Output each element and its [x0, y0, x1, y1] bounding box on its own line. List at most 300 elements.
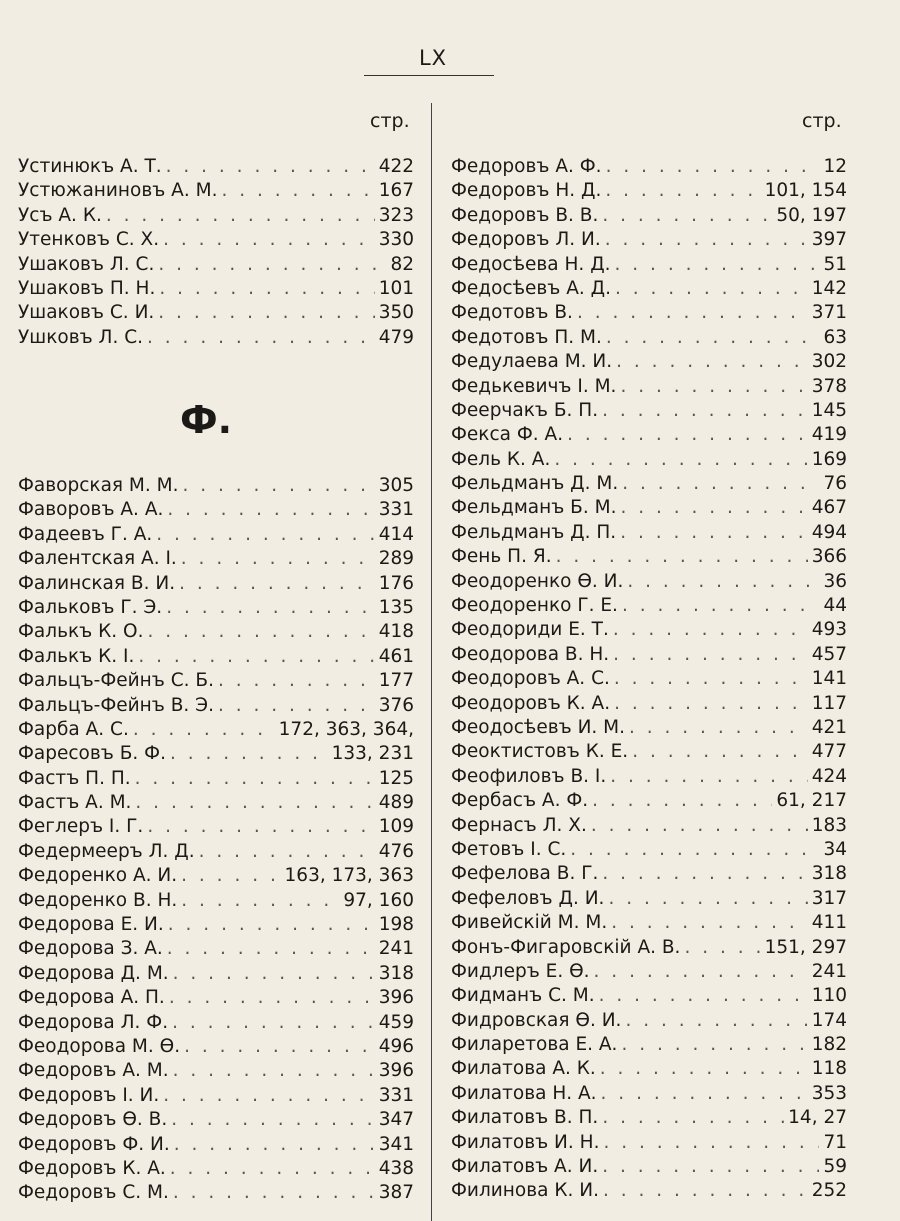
entry-name: Фербасъ А. Ф.: [451, 790, 589, 812]
entry-name: Феодориди Е. Т.: [451, 619, 609, 641]
leader-dots: [147, 326, 375, 350]
index-entry: [451, 911, 847, 935]
leader-dots: [684, 936, 760, 960]
entry-pages: 34: [823, 838, 847, 860]
entry-name: Федоровъ А. Ф.: [451, 156, 602, 177]
entry-name: Фастъ А. М.: [18, 792, 132, 814]
entry-pages: 396: [378, 1060, 414, 1082]
entry-pages: 151, 297: [764, 936, 847, 958]
entry-pages: 174: [811, 1009, 847, 1031]
leader-dots: [167, 498, 374, 522]
entry-name: Фаресовъ Б. Ф.: [18, 743, 166, 765]
leader-dots: [622, 472, 819, 496]
entry-name: Фивейскiй М. М.: [451, 912, 608, 934]
leader-dots: [594, 960, 808, 984]
entry-name: Федорова А. П.: [18, 987, 165, 1009]
leader-dots: [602, 399, 808, 423]
entry-name: Федоровъ В. В.: [451, 204, 599, 226]
entry-name: Устинюкъ А. Т.: [18, 156, 162, 177]
index-entry: [451, 350, 847, 374]
index-entry: [451, 179, 847, 203]
entry-name: Феодосѣевъ И. М.: [451, 716, 626, 738]
entry-pages: 323: [378, 204, 414, 226]
entry-name: Фельдманъ Д. М.: [451, 473, 619, 495]
leader-dots: [599, 984, 808, 1008]
entry-name: Федоровъ К. А.: [18, 1157, 166, 1179]
entry-pages: 51: [823, 253, 847, 275]
leader-dots: [158, 301, 374, 325]
right-column-header: стр.: [802, 110, 842, 132]
index-entry: [18, 962, 414, 986]
entry-name: Фалинская В. И.: [18, 572, 176, 594]
entry-name: Федоровъ I. И.: [18, 1084, 160, 1106]
leader-dots: [603, 1131, 819, 1155]
leader-dots: [173, 1059, 375, 1083]
index-entry: [451, 1082, 847, 1106]
index-entry: [18, 1084, 414, 1108]
entry-pages: 397: [811, 229, 847, 251]
leader-dots: [613, 618, 808, 642]
entry-pages: 496: [378, 1035, 414, 1057]
entry-name: Филинова К. И.: [451, 1180, 599, 1202]
entry-pages: 198: [378, 914, 414, 936]
entry-pages: 82: [390, 253, 414, 275]
index-entry: [451, 618, 847, 642]
entry-name: Феоктистовъ К. Е.: [451, 741, 629, 763]
entry-name: Фень П. Я.: [451, 546, 552, 568]
index-entry: [451, 984, 847, 1008]
leader-dots: [622, 594, 820, 618]
leader-dots: [608, 887, 807, 911]
entry-pages: 177: [378, 670, 414, 692]
index-entry: [451, 204, 847, 228]
leader-dots: [629, 716, 808, 740]
index-entry: [451, 253, 847, 277]
entry-pages: 252: [811, 1180, 847, 1202]
leader-dots: [135, 791, 374, 815]
leader-dots: [221, 179, 374, 203]
leader-dots: [567, 423, 808, 447]
index-entry: [18, 645, 414, 669]
index-entry: [18, 694, 414, 718]
entry-pages: 44: [823, 595, 847, 617]
leader-dots: [181, 547, 375, 571]
entry-name: Федосѣева Н. Д.: [451, 253, 611, 275]
index-entry: [18, 1108, 414, 1132]
entry-pages: 331: [378, 1084, 414, 1106]
index-entry: [451, 716, 847, 740]
leader-dots: [163, 1084, 374, 1108]
entry-pages: 477: [811, 741, 847, 763]
entry-name: Фарба А. С.: [18, 718, 129, 740]
entry-pages: 110: [811, 985, 847, 1007]
index-entry: [451, 399, 847, 423]
leader-dots: [605, 228, 808, 252]
index-entry: [18, 204, 414, 228]
entry-name: Фетовъ I. С.: [451, 838, 567, 860]
entry-pages: 141: [811, 668, 847, 690]
left-column-header: стр.: [370, 110, 410, 132]
leader-dots: [603, 1179, 808, 1203]
index-entry: [451, 521, 847, 545]
entry-name: Фекса Ф. А.: [451, 424, 564, 446]
entry-name: Федоровъ Л. И.: [451, 229, 601, 251]
leader-dots: [611, 911, 807, 935]
leader-dots: [169, 986, 375, 1010]
index-entry: [18, 474, 414, 498]
index-entry: [451, 789, 847, 813]
leader-dots: [592, 789, 772, 813]
entry-name: Ушковъ Л. С.: [18, 326, 144, 348]
leader-dots: [602, 204, 772, 228]
entry-pages: 142: [811, 277, 847, 299]
entry-name: Фаворовъ А. А.: [18, 499, 164, 521]
entry-pages: 183: [811, 814, 847, 836]
entry-pages: 117: [811, 692, 847, 714]
leader-dots: [147, 815, 374, 839]
leader-dots: [184, 1035, 375, 1059]
index-entry: [18, 742, 414, 766]
leader-dots: [616, 350, 808, 374]
entry-name: Фадеевъ Г. А.: [18, 523, 153, 545]
index-entry: [18, 1181, 414, 1205]
leader-dots: [606, 326, 820, 350]
right-f-entries: [451, 155, 847, 1204]
index-entry: [18, 596, 414, 620]
index-entry: [451, 423, 847, 447]
leader-dots: [620, 496, 807, 520]
entry-name: Фидлеръ Е. Ѳ.: [451, 960, 590, 982]
entry-pages: 71: [823, 1131, 847, 1153]
entry-pages: 347: [378, 1109, 414, 1131]
leader-dots: [613, 643, 808, 667]
leader-dots: [570, 838, 819, 862]
entry-pages: 378: [811, 375, 847, 397]
entry-pages: 330: [378, 229, 414, 251]
leader-dots: [620, 375, 807, 399]
entry-name: Филатова А. К.: [451, 1058, 596, 1080]
entry-pages: 167: [378, 180, 414, 202]
entry-name: Феглеръ I. Г.: [18, 816, 144, 838]
index-entry: [451, 448, 847, 472]
column-divider: [431, 103, 432, 1221]
leader-dots: [174, 1133, 375, 1157]
leader-dots: [625, 1009, 807, 1033]
entry-pages: 331: [378, 499, 414, 521]
entry-pages: 396: [378, 987, 414, 1009]
entry-name: Федькевичъ I. М.: [451, 375, 617, 397]
entry-pages: 63: [823, 326, 847, 348]
entry-pages: 133, 231: [331, 743, 414, 765]
index-entry: [451, 814, 847, 838]
index-entry: [18, 228, 414, 252]
index-entry: [18, 1059, 414, 1083]
entry-name: Федоровъ Ф. И.: [18, 1133, 170, 1155]
entry-name: Федоренко В. Н.: [18, 889, 178, 911]
entry-name: Филатовъ И. Н.: [451, 1131, 600, 1153]
entry-name: Фастъ П. П.: [18, 767, 131, 789]
entry-pages: 350: [378, 302, 414, 324]
leader-dots: [601, 1082, 808, 1106]
entry-pages: 414: [378, 523, 414, 545]
index-entry: [451, 545, 847, 569]
index-entry: [18, 572, 414, 596]
index-entry: [18, 913, 414, 937]
leader-dots: [166, 596, 375, 620]
leader-dots: [158, 253, 386, 277]
entry-name: Усъ А. К.: [18, 204, 102, 226]
index-entry: [451, 838, 847, 862]
index-entry: [18, 791, 414, 815]
entry-name: Утенковъ С. Х.: [18, 229, 160, 251]
entry-name: Феодоровъ К. А.: [451, 692, 611, 714]
index-entry: [18, 277, 414, 301]
leader-dots: [606, 155, 820, 179]
entry-pages: 387: [378, 1182, 414, 1204]
index-entry: [451, 594, 847, 618]
entry-pages: 493: [811, 619, 847, 641]
index-entry: [451, 643, 847, 667]
entry-name: Федорова Л. Ф.: [18, 1011, 169, 1033]
index-entry: [18, 840, 414, 864]
entry-pages: 59: [823, 1156, 847, 1178]
entry-name: Федоровъ А. М.: [18, 1060, 169, 1082]
left-f-entries: [18, 474, 414, 1206]
entry-pages: 421: [811, 716, 847, 738]
index-entry: [451, 1179, 847, 1203]
leader-dots: [168, 913, 375, 937]
entry-name: Феодоренко Ѳ. И.: [451, 570, 624, 592]
entry-name: Феофиловъ В. I.: [451, 765, 607, 787]
leader-dots: [614, 692, 808, 716]
leader-dots: [181, 864, 280, 888]
entry-name: Фидровская Ѳ. И.: [451, 1009, 622, 1031]
leader-dots: [171, 1108, 374, 1132]
leader-dots: [602, 1155, 819, 1179]
index-entry: [18, 523, 414, 547]
index-entry: [451, 1033, 847, 1057]
entry-pages: 457: [811, 643, 847, 665]
index-entry: [18, 253, 414, 277]
entry-name: Филаретова Е. А.: [451, 1034, 618, 1056]
leader-dots: [602, 862, 807, 886]
entry-pages: 182: [811, 1034, 847, 1056]
leader-dots: [554, 448, 807, 472]
entry-pages: 118: [811, 1058, 847, 1080]
index-entry: [451, 1009, 847, 1033]
index-entry: [18, 1035, 414, 1059]
leader-dots: [218, 694, 375, 718]
leader-dots: [159, 277, 374, 301]
leader-dots: [106, 204, 375, 228]
entry-pages: 12: [823, 156, 847, 177]
entry-name: Ушаковъ Л. С.: [18, 253, 155, 275]
entry-pages: 50, 197: [776, 204, 847, 226]
leader-dots: [181, 889, 339, 913]
leader-dots: [179, 572, 375, 596]
leader-dots: [627, 570, 819, 594]
entry-name: Фальцъ-Фейнъ С. Б.: [18, 670, 214, 692]
entry-name: Фонъ-Фигаровскiй А. В.: [451, 936, 681, 958]
entry-pages: 169: [811, 448, 847, 470]
entry-pages: 461: [378, 645, 414, 667]
entry-pages: 318: [378, 962, 414, 984]
entry-pages: 145: [811, 399, 847, 421]
entry-name: Фельдманъ Д. П.: [451, 521, 617, 543]
leader-dots: [173, 962, 375, 986]
entry-name: Фалькъ К. I.: [18, 645, 135, 667]
section-letter-heading: Ф.: [180, 398, 233, 442]
index-entry: [451, 1131, 847, 1155]
leader-dots: [614, 667, 808, 691]
entry-name: Фефеловъ Д. И.: [451, 887, 605, 909]
entry-name: Феодорова В. Н.: [451, 643, 610, 665]
entry-pages: 438: [378, 1157, 414, 1179]
entry-name: Федорова З. А.: [18, 938, 163, 960]
entry-pages: 489: [378, 792, 414, 814]
entry-name: Федорова Е. И.: [18, 914, 164, 936]
entry-name: Фальковъ Г. Э.: [18, 596, 163, 618]
entry-pages: 125: [378, 767, 414, 789]
leader-dots: [610, 765, 807, 789]
index-entry: [451, 228, 847, 252]
entry-pages: 459: [378, 1011, 414, 1033]
page-number: LX: [418, 46, 448, 70]
entry-pages: 101, 154: [764, 180, 847, 202]
leader-dots: [182, 474, 374, 498]
entry-pages: 302: [811, 351, 847, 373]
entry-name: Федоровъ Н. Д.: [451, 180, 602, 202]
leader-dots: [135, 767, 375, 791]
entry-name: Устюжаниновъ А. М.: [18, 180, 218, 202]
index-entry: [18, 179, 414, 203]
entry-pages: 176: [378, 572, 414, 594]
entry-name: Фельдманъ Б. М.: [451, 497, 617, 519]
entry-name: Филатовъ А. И.: [451, 1156, 599, 1178]
index-entry: [451, 692, 847, 716]
leader-dots: [621, 1033, 807, 1057]
entry-pages: 163, 173, 363: [284, 865, 414, 887]
entry-name: Фалькъ К. О.: [18, 621, 144, 643]
index-entry: [18, 767, 414, 791]
entry-name: Федоренко А. И.: [18, 865, 178, 887]
entry-pages: 366: [811, 546, 847, 568]
index-entry: [451, 570, 847, 594]
leader-dots: [173, 1181, 375, 1205]
index-entry: [18, 301, 414, 325]
entry-pages: 371: [811, 302, 847, 324]
header-rule: [364, 75, 494, 76]
index-entry: [451, 301, 847, 325]
entry-pages: 467: [811, 497, 847, 519]
entry-name: Федулаева М. И.: [451, 351, 613, 373]
entry-pages: 479: [378, 326, 414, 348]
index-entry: [451, 887, 847, 911]
entry-pages: 61, 217: [776, 790, 847, 812]
entry-name: Федоровъ Ѳ. В.: [18, 1109, 168, 1131]
index-entry: [451, 496, 847, 520]
leader-dots: [167, 937, 375, 961]
leader-dots: [170, 742, 328, 766]
index-entry: [451, 667, 847, 691]
entry-name: Фальцъ-Фейнъ В. Э.: [18, 694, 214, 716]
index-entry: [18, 620, 414, 644]
entry-pages: 418: [378, 621, 414, 643]
index-entry: [18, 1157, 414, 1181]
entry-pages: 14, 27: [788, 1107, 847, 1129]
leader-dots: [577, 301, 808, 325]
index-entry: [18, 937, 414, 961]
entry-name: Феодоровъ А. С.: [451, 668, 610, 690]
leader-dots: [199, 840, 375, 864]
entry-name: Фель К. А.: [451, 448, 551, 470]
left-u-entries: [18, 155, 414, 350]
entry-pages: 376: [378, 694, 414, 716]
entry-name: Феерчакъ Б. П.: [451, 399, 599, 421]
entry-name: Федоровъ С. М.: [18, 1182, 169, 1204]
entry-pages: 241: [811, 960, 847, 982]
leader-dots: [166, 155, 375, 179]
entry-pages: 476: [378, 840, 414, 862]
entry-name: Федотовъ В.: [451, 302, 573, 324]
leader-dots: [620, 521, 808, 545]
index-entry: [451, 960, 847, 984]
entry-pages: 289: [378, 548, 414, 570]
leader-dots: [615, 253, 820, 277]
entry-pages: 36: [823, 570, 847, 592]
index-entry: [451, 740, 847, 764]
entry-name: Феодоренко Г. Е.: [451, 595, 618, 617]
entry-name: Фалентская А. I.: [18, 548, 177, 570]
leader-dots: [600, 1057, 808, 1081]
index-entry: [451, 472, 847, 496]
leader-dots: [170, 1157, 375, 1181]
leader-dots: [632, 740, 808, 764]
entry-name: Федосѣевъ А. Д.: [451, 277, 612, 299]
entry-name: Федермееръ Л. Д.: [18, 840, 195, 862]
leader-dots: [156, 523, 374, 547]
index-entry: [18, 155, 414, 179]
entry-name: Фефелова В. Г.: [451, 863, 599, 885]
index-entry: [18, 815, 414, 839]
entry-pages: 353: [811, 1082, 847, 1104]
index-entry: [18, 547, 414, 571]
entry-pages: 341: [378, 1133, 414, 1155]
entry-name: Филатова Н. А.: [451, 1082, 597, 1104]
entry-name: Фернасъ Л. Х.: [451, 814, 587, 836]
index-entry: [451, 155, 847, 179]
entry-pages: 494: [811, 521, 847, 543]
leader-dots: [172, 1011, 375, 1035]
index-entry: [451, 936, 847, 960]
leader-dots: [163, 228, 375, 252]
leader-dots: [605, 179, 760, 203]
entry-pages: 422: [378, 156, 414, 177]
entry-name: Федорова Д. М.: [18, 962, 169, 984]
entry-name: Фидманъ С. М.: [451, 985, 595, 1007]
entry-pages: 318: [811, 863, 847, 885]
leader-dots: [556, 545, 808, 569]
index-entry: [451, 326, 847, 350]
index-entry: [18, 864, 414, 888]
leader-dots: [591, 814, 808, 838]
entry-pages: 241: [378, 938, 414, 960]
index-entry: [451, 765, 847, 789]
entry-pages: 76: [823, 473, 847, 495]
entry-name: Филатовъ В. П.: [451, 1107, 599, 1129]
index-entry: [18, 1133, 414, 1157]
leader-dots: [615, 277, 808, 301]
